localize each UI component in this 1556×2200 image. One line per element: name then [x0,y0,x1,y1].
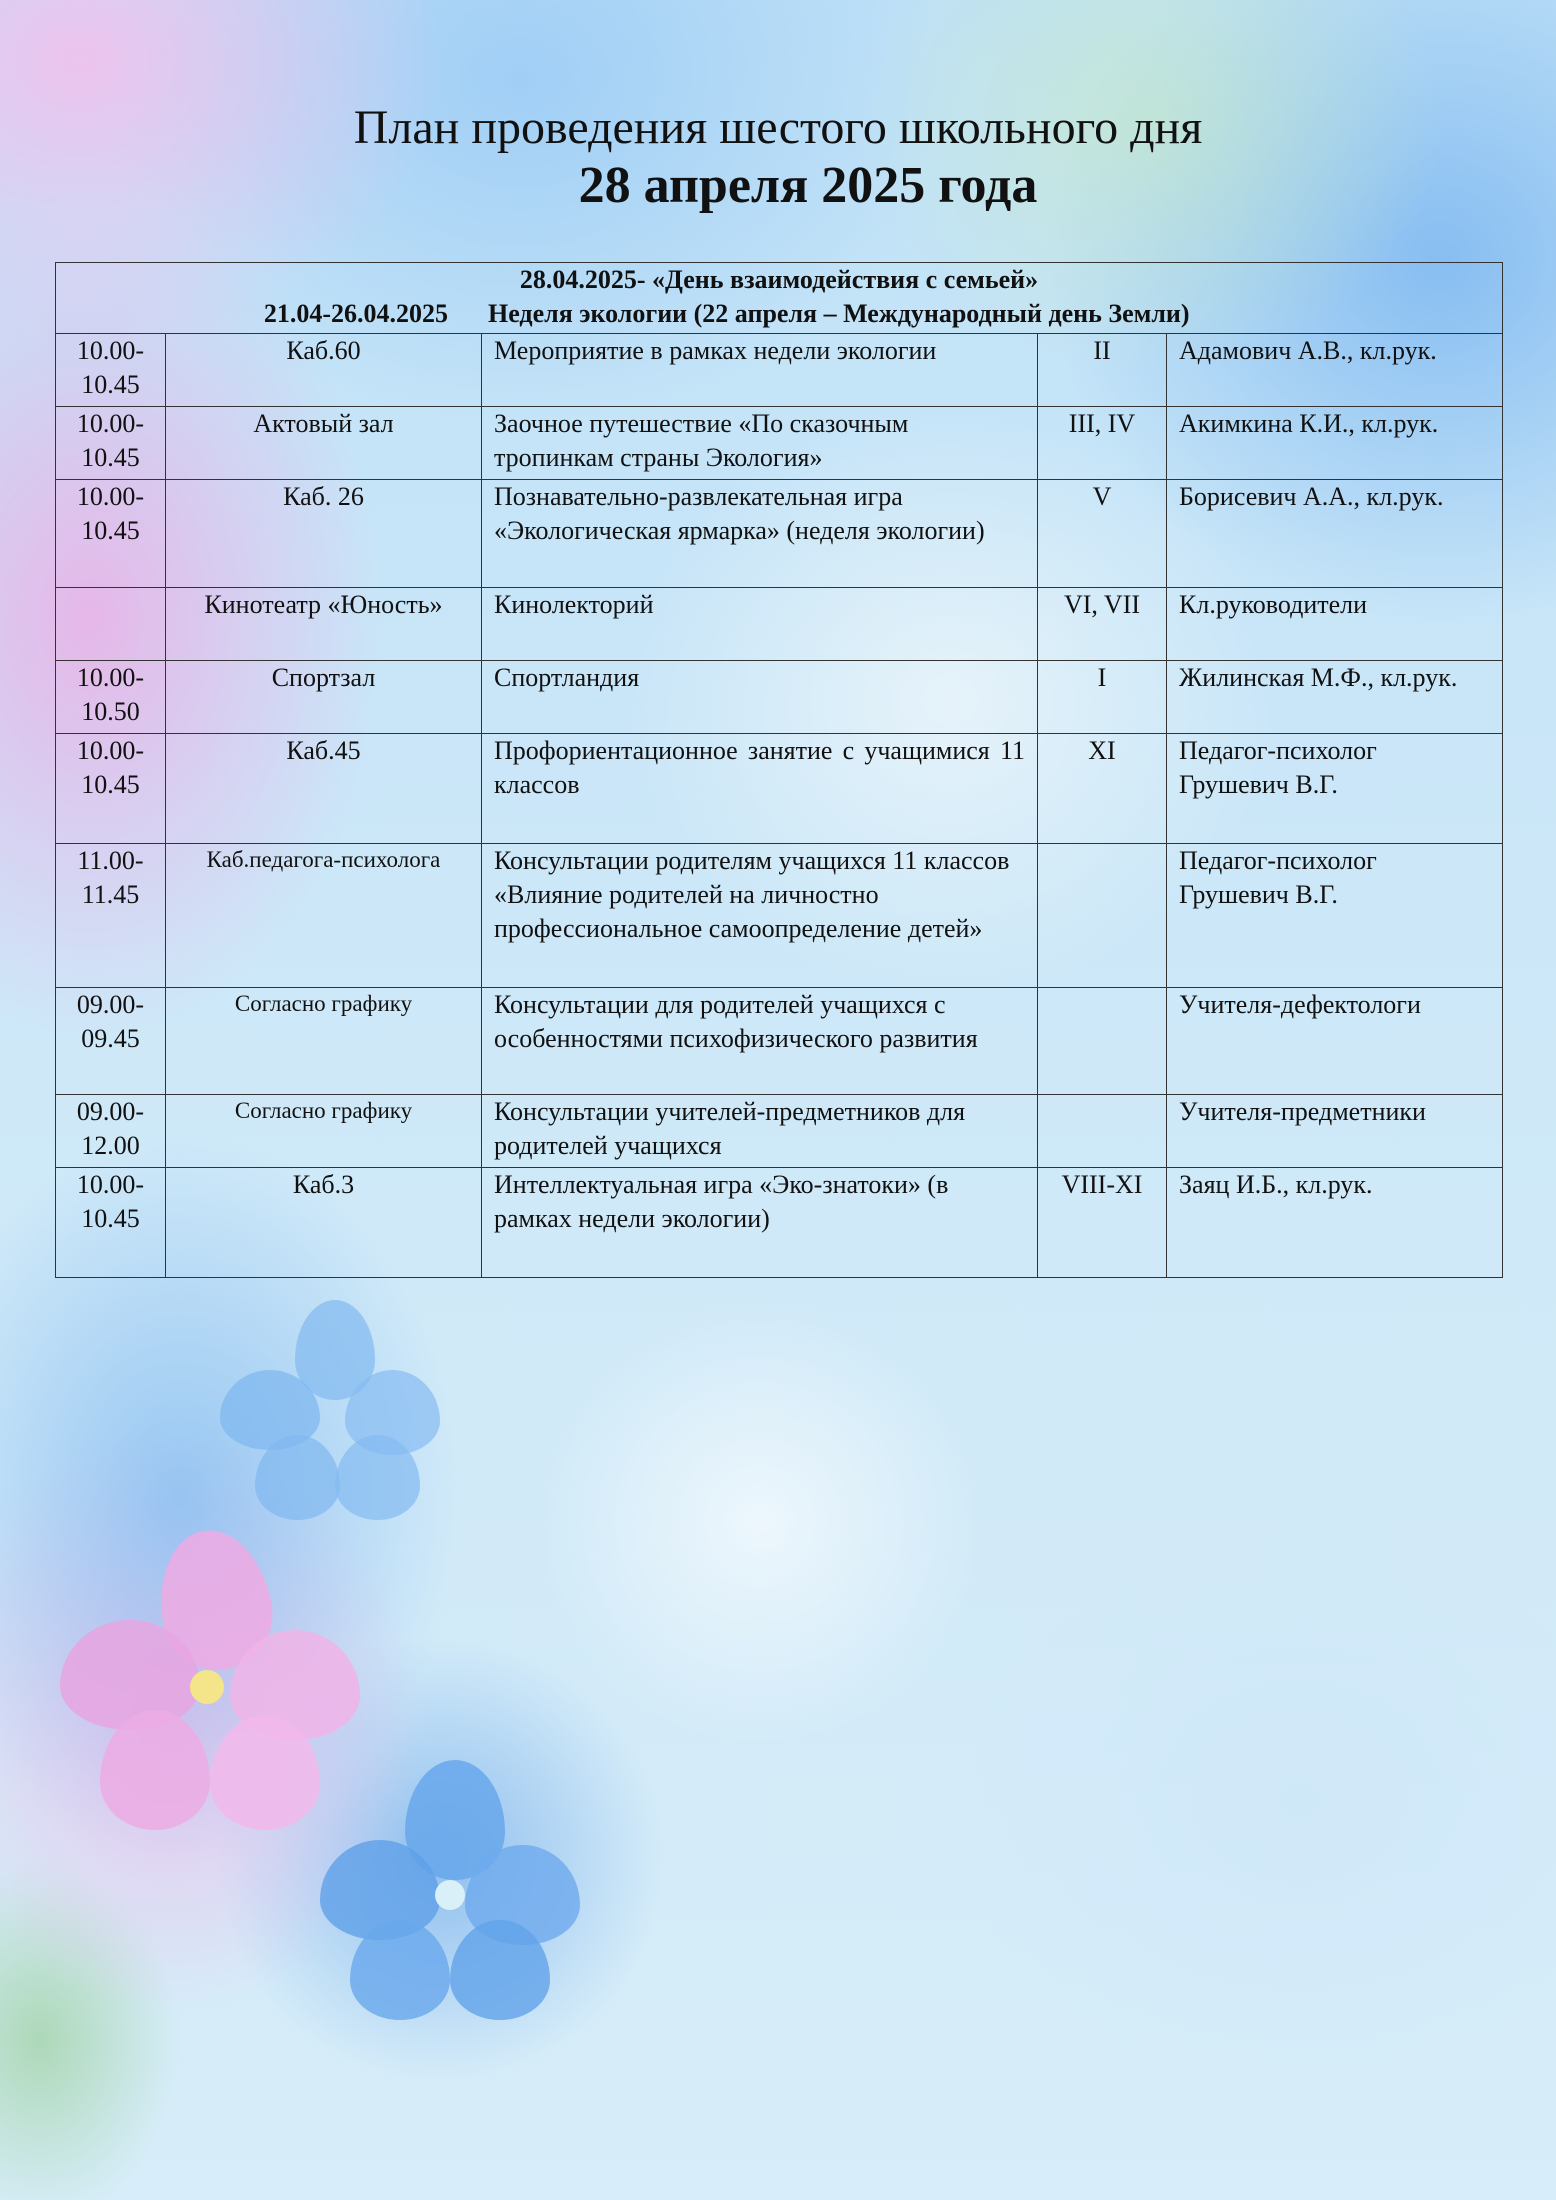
cell-responsible: Учителя-предметники [1167,1095,1503,1168]
table-row [56,844,1503,988]
cell-place: Согласно графику [166,988,482,1095]
table-row [56,1168,1503,1278]
cell-place: Каб.60 [166,334,482,407]
table-row [56,1095,1503,1168]
cell-place: Каб. 26 [166,480,482,588]
cell-event: Спортландия [482,661,1038,734]
cell-time: 09.00-09.45 [56,988,166,1095]
cell-time: 10.00-10.45 [56,734,166,844]
table-header [56,263,1503,334]
background-flower-decoration [320,1760,580,2020]
cell-event: Интеллектуальная игра «Эко-знатоки» (в рамках недели экологии) [482,1168,1038,1278]
table-header-row [56,263,1503,334]
table-row [56,588,1503,661]
cell-time: 11.00-11.45 [56,844,166,988]
table-row [56,480,1503,588]
header-week-dates: 21.04-26.04.2025 [263,299,448,328]
cell-classes: III, IV [1038,407,1167,480]
cell-event: Профориентационное занятие с учащимися 11 классов [482,734,1038,844]
cell-event: Консультации для родителей учащихся с особенностями психофизического развития [482,988,1038,1095]
cell-classes: VIII-XI [1038,1168,1167,1278]
header-week-title: Неделя экологии (22 апреля – Международный день Земли) [488,299,1190,328]
cell-place: Спортзал [166,661,482,734]
cell-classes: V [1038,480,1167,588]
cell-responsible: Жилинская М.Ф., кл.рук. [1167,661,1503,734]
cell-classes: I [1038,661,1167,734]
cell-classes: VI, VII [1038,588,1167,661]
page-title [0,100,1556,216]
cell-responsible: Учителя-дефектологи [1167,988,1503,1095]
cell-time: 10.00-10.50 [56,661,166,734]
cell-classes: XI [1038,734,1167,844]
header-week-line [68,297,1490,331]
table-row [56,407,1503,480]
cell-place: Кинотеатр «Юность» [166,588,482,661]
cell-responsible: Педагог-психолог Грушевич В.Г. [1167,734,1503,844]
cell-responsible: Кл.руководители [1167,588,1503,661]
cell-classes [1038,988,1167,1095]
cell-place: Каб.3 [166,1168,482,1278]
cell-event: Консультации учителей-предметников для родителей учащихся [482,1095,1038,1168]
title-line: План проведения шестого школьного дня [353,101,1203,154]
cell-place: Актовый зал [166,407,482,480]
cell-event: Заочное путешествие «По сказочным тропинкам страны Экология» [482,407,1038,480]
cell-time: 09.00-12.00 [56,1095,166,1168]
cell-classes [1038,1095,1167,1168]
background-flower-decoration [60,1530,360,1830]
cell-place: Каб.педагога-психолога [166,844,482,988]
cell-event: Познавательно-развлекательная игра «Экологическая ярмарка» (неделя экологии) [482,480,1038,588]
cell-place: Согласно графику [166,1095,482,1168]
cell-responsible: Педагог-психолог Грушевич В.Г. [1167,844,1503,988]
table-row [56,988,1503,1095]
cell-event: Консультации родителям учащихся 11 классов «Влияние родителей на личностно профессиональное самоопределение детей» [482,844,1038,988]
table-row [56,734,1503,844]
cell-responsible: Адамович А.В., кл.рук. [1167,334,1503,407]
cell-event: Мероприятие в рамках недели экологии [482,334,1038,407]
cell-place: Каб.45 [166,734,482,844]
cell-classes: II [1038,334,1167,407]
table-row [56,334,1503,407]
cell-responsible: Заяц И.Б., кл.рук. [1167,1168,1503,1278]
table-row [56,661,1503,734]
cell-time: 10.00-10.45 [56,1168,166,1278]
cell-time: 10.00-10.45 [56,407,166,480]
cell-time: 10.00-10.45 [56,334,166,407]
title-date: 28 апреля 2025 года [578,157,1038,214]
cell-responsible: Акимкина К.И., кл.рук. [1167,407,1503,480]
header-day-title: 28.04.2025- «День взаимодействия с семьей» [519,265,1039,294]
cell-classes [1038,844,1167,988]
background-flower-decoration [220,1300,440,1520]
cell-time [56,588,166,661]
cell-event: Кинолекторий [482,588,1038,661]
cell-time: 10.00-10.45 [56,480,166,588]
schedule-table [55,262,1503,1278]
cell-responsible: Борисевич А.А., кл.рук. [1167,480,1503,588]
